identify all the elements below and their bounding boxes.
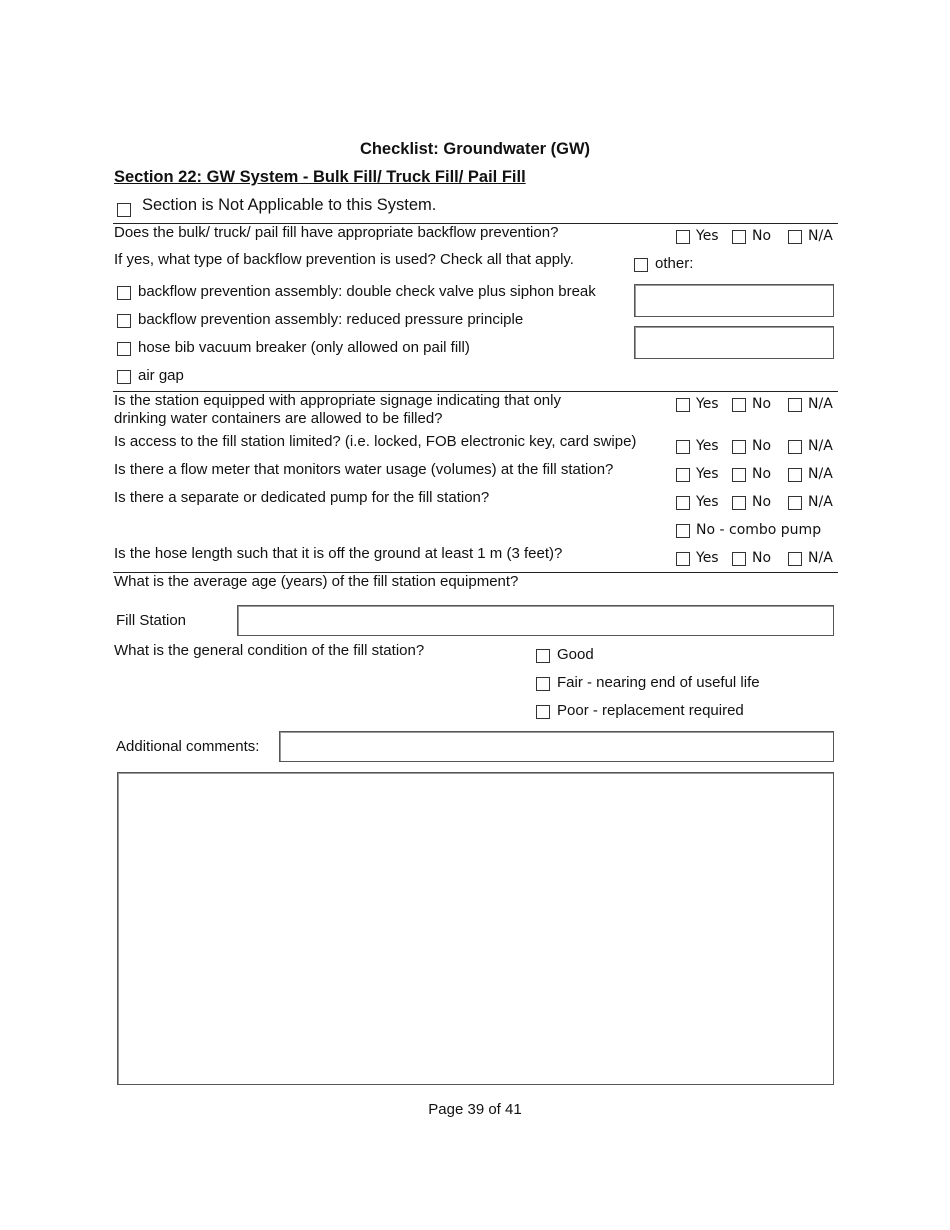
other-text-field[interactable] <box>634 326 834 359</box>
yes-checkbox[interactable] <box>676 496 690 510</box>
yes-label: Yes <box>696 550 719 566</box>
backflow-type-label: air gap <box>138 367 184 384</box>
na-checkbox[interactable] <box>788 496 802 510</box>
question-general-condition: What is the general condition of the fill station? <box>114 642 425 659</box>
question-hose-length: Is the hose length such that it is off the ground at least 1 m (3 feet)? <box>114 545 563 562</box>
no-checkbox[interactable] <box>732 440 746 454</box>
page-number: Page 39 of 41 <box>428 1101 522 1118</box>
na-checkbox[interactable] <box>788 552 802 566</box>
question-flow-meter: Is there a flow meter that monitors water usage (volumes) at the fill station? <box>114 461 614 478</box>
yes-label: Yes <box>696 396 719 412</box>
na-label: N/A <box>808 438 833 454</box>
na-label: N/A <box>808 550 833 566</box>
yes-label: Yes <box>696 466 719 482</box>
no-label: No <box>752 494 772 510</box>
condition-good-label: Good <box>557 646 594 663</box>
question-backflow: Does the bulk/ truck/ pail fill have appropriate backflow prevention? <box>114 224 559 241</box>
question-backflow-type: If yes, what type of backflow prevention is used? Check all that apply. <box>114 251 574 268</box>
na-checkbox[interactable] <box>788 440 802 454</box>
na-label: N/A <box>808 494 833 510</box>
other-checkbox[interactable] <box>634 258 648 272</box>
yes-checkbox[interactable] <box>676 552 690 566</box>
yes-checkbox[interactable] <box>676 468 690 482</box>
question-average-age: What is the average age (years) of the fill station equipment? <box>114 573 519 590</box>
na-checkbox[interactable] <box>788 468 802 482</box>
no-label: No <box>752 228 772 244</box>
no-label: No <box>752 550 772 566</box>
yes-label: Yes <box>696 494 719 510</box>
condition-fair-checkbox[interactable] <box>536 677 550 691</box>
backflow-type-checkbox[interactable] <box>117 286 131 300</box>
fill-station-label: Fill Station <box>116 612 187 629</box>
not-applicable-label: Section is Not Applicable to this System. <box>142 196 437 214</box>
condition-poor-label: Poor - replacement required <box>557 702 744 719</box>
no-label: No <box>752 438 772 454</box>
condition-good-checkbox[interactable] <box>536 649 550 663</box>
not-applicable-checkbox[interactable] <box>117 203 131 217</box>
backflow-type-label: backflow prevention assembly: double check valve plus siphon break <box>138 283 596 300</box>
backflow-type-checkbox[interactable] <box>117 342 131 356</box>
fill-station-age-field[interactable] <box>237 605 834 636</box>
no-checkbox[interactable] <box>732 552 746 566</box>
no-combo-pump-label: No - combo pump <box>696 522 822 538</box>
condition-fair-label: Fair - nearing end of useful life <box>557 674 760 691</box>
na-checkbox[interactable] <box>788 398 802 412</box>
no-checkbox[interactable] <box>732 398 746 412</box>
section-heading: Section 22: GW System - Bulk Fill/ Truck Fill/ Pail Fill <box>114 168 526 186</box>
additional-comments-label: Additional comments: <box>116 738 260 755</box>
yes-label: Yes <box>696 438 719 454</box>
comments-textarea[interactable] <box>117 772 834 1085</box>
other-text-field[interactable] <box>634 284 834 317</box>
document-title: Checklist: Groundwater (GW) <box>359 140 591 158</box>
question-access-limited: Is access to the fill station limited? (i.e. locked, FOB electronic key, card swipe) <box>114 433 637 450</box>
na-label: N/A <box>808 228 833 244</box>
yes-checkbox[interactable] <box>676 398 690 412</box>
no-combo-pump-checkbox[interactable] <box>676 524 690 538</box>
yes-checkbox[interactable] <box>676 230 690 244</box>
backflow-type-checkbox[interactable] <box>117 314 131 328</box>
backflow-type-label: backflow prevention assembly: reduced pressure principle <box>138 311 524 328</box>
na-label: N/A <box>808 466 833 482</box>
yes-label: Yes <box>696 228 719 244</box>
no-checkbox[interactable] <box>732 496 746 510</box>
yes-checkbox[interactable] <box>676 440 690 454</box>
na-checkbox[interactable] <box>788 230 802 244</box>
no-checkbox[interactable] <box>732 230 746 244</box>
question-signage-line1: Is the station equipped with appropriate signage indicating that only <box>114 392 561 409</box>
no-label: No <box>752 396 772 412</box>
backflow-type-label: hose bib vacuum breaker (only allowed on pail fill) <box>138 339 470 356</box>
backflow-type-checkbox[interactable] <box>117 370 131 384</box>
na-label: N/A <box>808 396 833 412</box>
no-label: No <box>752 466 772 482</box>
question-signage-line2: drinking water containers are allowed to be filled? <box>114 410 443 427</box>
question-dedicated-pump: Is there a separate or dedicated pump for the fill station? <box>114 489 490 506</box>
no-checkbox[interactable] <box>732 468 746 482</box>
additional-comments-field[interactable] <box>279 731 834 762</box>
condition-poor-checkbox[interactable] <box>536 705 550 719</box>
other-label: other: <box>655 255 694 272</box>
